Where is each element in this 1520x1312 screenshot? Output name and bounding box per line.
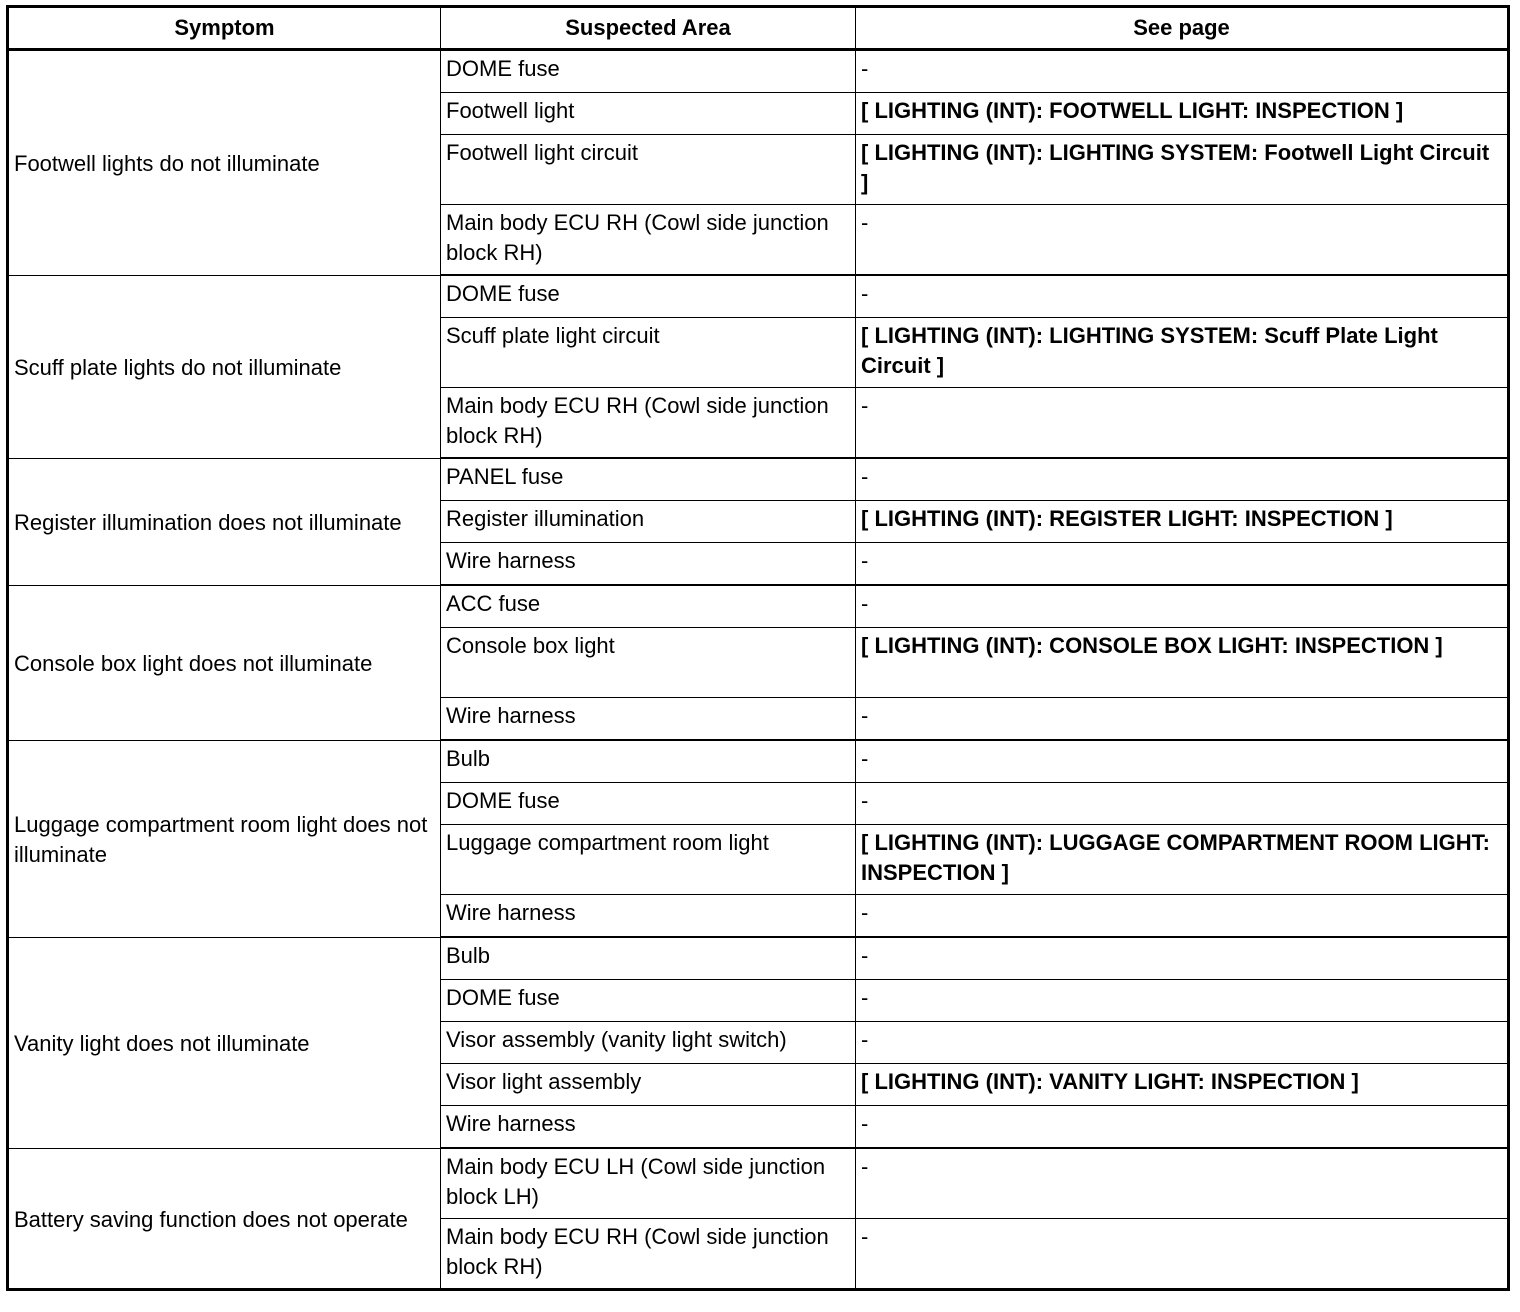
table-row [8,458,1509,501]
see-page-cell: - [856,388,1509,459]
suspected-area-cell: PANEL fuse [441,458,856,501]
see-page-cell: - [856,1022,1509,1064]
suspected-area-cell: Scuff plate light circuit [441,318,856,388]
see-page-cell: - [856,1219,1509,1290]
see-page-cell: - [856,740,1509,783]
see-page-cell: - [856,458,1509,501]
table-row [8,585,1509,628]
suspected-area-cell: DOME fuse [441,50,856,93]
see-page-cell: - [856,1148,1509,1219]
header-suspected-area: Suspected Area [441,7,856,50]
see-page-cell: - [856,980,1509,1022]
see-page-cell: - [856,50,1509,93]
table-row [8,937,1509,980]
see-page-cell: - [856,937,1509,980]
suspected-area-cell: Footwell light circuit [441,135,856,205]
symptom-cell: Console box light does not illuminate [8,585,441,740]
suspected-area-cell: Footwell light [441,93,856,135]
suspected-area-cell: Bulb [441,937,856,980]
see-page-cell: - [856,543,1509,586]
suspected-area-cell: Bulb [441,740,856,783]
see-page-cell: - [856,1106,1509,1149]
symptom-cell: Vanity light does not illuminate [8,937,441,1148]
see-page-link[interactable]: [ LIGHTING (INT): CONSOLE BOX LIGHT: INSPECTION ] [856,628,1509,698]
suspected-area-cell: Main body ECU RH (Cowl side junction block RH) [441,205,856,276]
suspected-area-cell: Visor assembly (vanity light switch) [441,1022,856,1064]
header-see-page: See page [856,7,1509,50]
see-page-cell: - [856,895,1509,938]
see-page-cell: - [856,783,1509,825]
suspected-area-cell: ACC fuse [441,585,856,628]
symptom-cell: Footwell lights do not illuminate [8,50,441,276]
symptom-cell: Battery saving function does not operate [8,1148,441,1290]
suspected-area-cell: DOME fuse [441,783,856,825]
symptom-cell: Register illumination does not illuminate [8,458,441,585]
table-row [8,1148,1509,1219]
suspected-area-cell: Register illumination [441,501,856,543]
header-symptom: Symptom [8,7,441,50]
see-page-cell: - [856,585,1509,628]
suspected-area-cell: Luggage compartment room light [441,825,856,895]
suspected-area-cell: Main body ECU RH (Cowl side junction block RH) [441,388,856,459]
problem-symptoms-table [6,5,1510,1291]
see-page-link[interactable]: [ LIGHTING (INT): LIGHTING SYSTEM: Scuff Plate Light Circuit ] [856,318,1509,388]
suspected-area-cell: Wire harness [441,1106,856,1149]
header-row [8,7,1509,50]
see-page-cell: - [856,275,1509,318]
suspected-area-cell: Main body ECU LH (Cowl side junction block LH) [441,1148,856,1219]
suspected-area-cell: Console box light [441,628,856,698]
see-page-cell: - [856,698,1509,741]
suspected-area-cell: Visor light assembly [441,1064,856,1106]
see-page-cell: - [856,205,1509,276]
suspected-area-cell: DOME fuse [441,980,856,1022]
suspected-area-cell: Main body ECU RH (Cowl side junction block RH) [441,1219,856,1290]
table-row [8,275,1509,318]
see-page-link[interactable]: [ LIGHTING (INT): FOOTWELL LIGHT: INSPECTION ] [856,93,1509,135]
suspected-area-cell: Wire harness [441,895,856,938]
see-page-link[interactable]: [ LIGHTING (INT): REGISTER LIGHT: INSPECTION ] [856,501,1509,543]
symptom-cell: Scuff plate lights do not illuminate [8,275,441,458]
table-row [8,740,1509,783]
symptom-cell: Luggage compartment room light does not illuminate [8,740,441,937]
suspected-area-cell: Wire harness [441,698,856,741]
suspected-area-cell: Wire harness [441,543,856,586]
suspected-area-cell: DOME fuse [441,275,856,318]
see-page-link[interactable]: [ LIGHTING (INT): LIGHTING SYSTEM: Footwell Light Circuit ] [856,135,1509,205]
table-row [8,50,1509,93]
see-page-link[interactable]: [ LIGHTING (INT): LUGGAGE COMPARTMENT ROOM LIGHT: INSPECTION ] [856,825,1509,895]
see-page-link[interactable]: [ LIGHTING (INT): VANITY LIGHT: INSPECTION ] [856,1064,1509,1106]
